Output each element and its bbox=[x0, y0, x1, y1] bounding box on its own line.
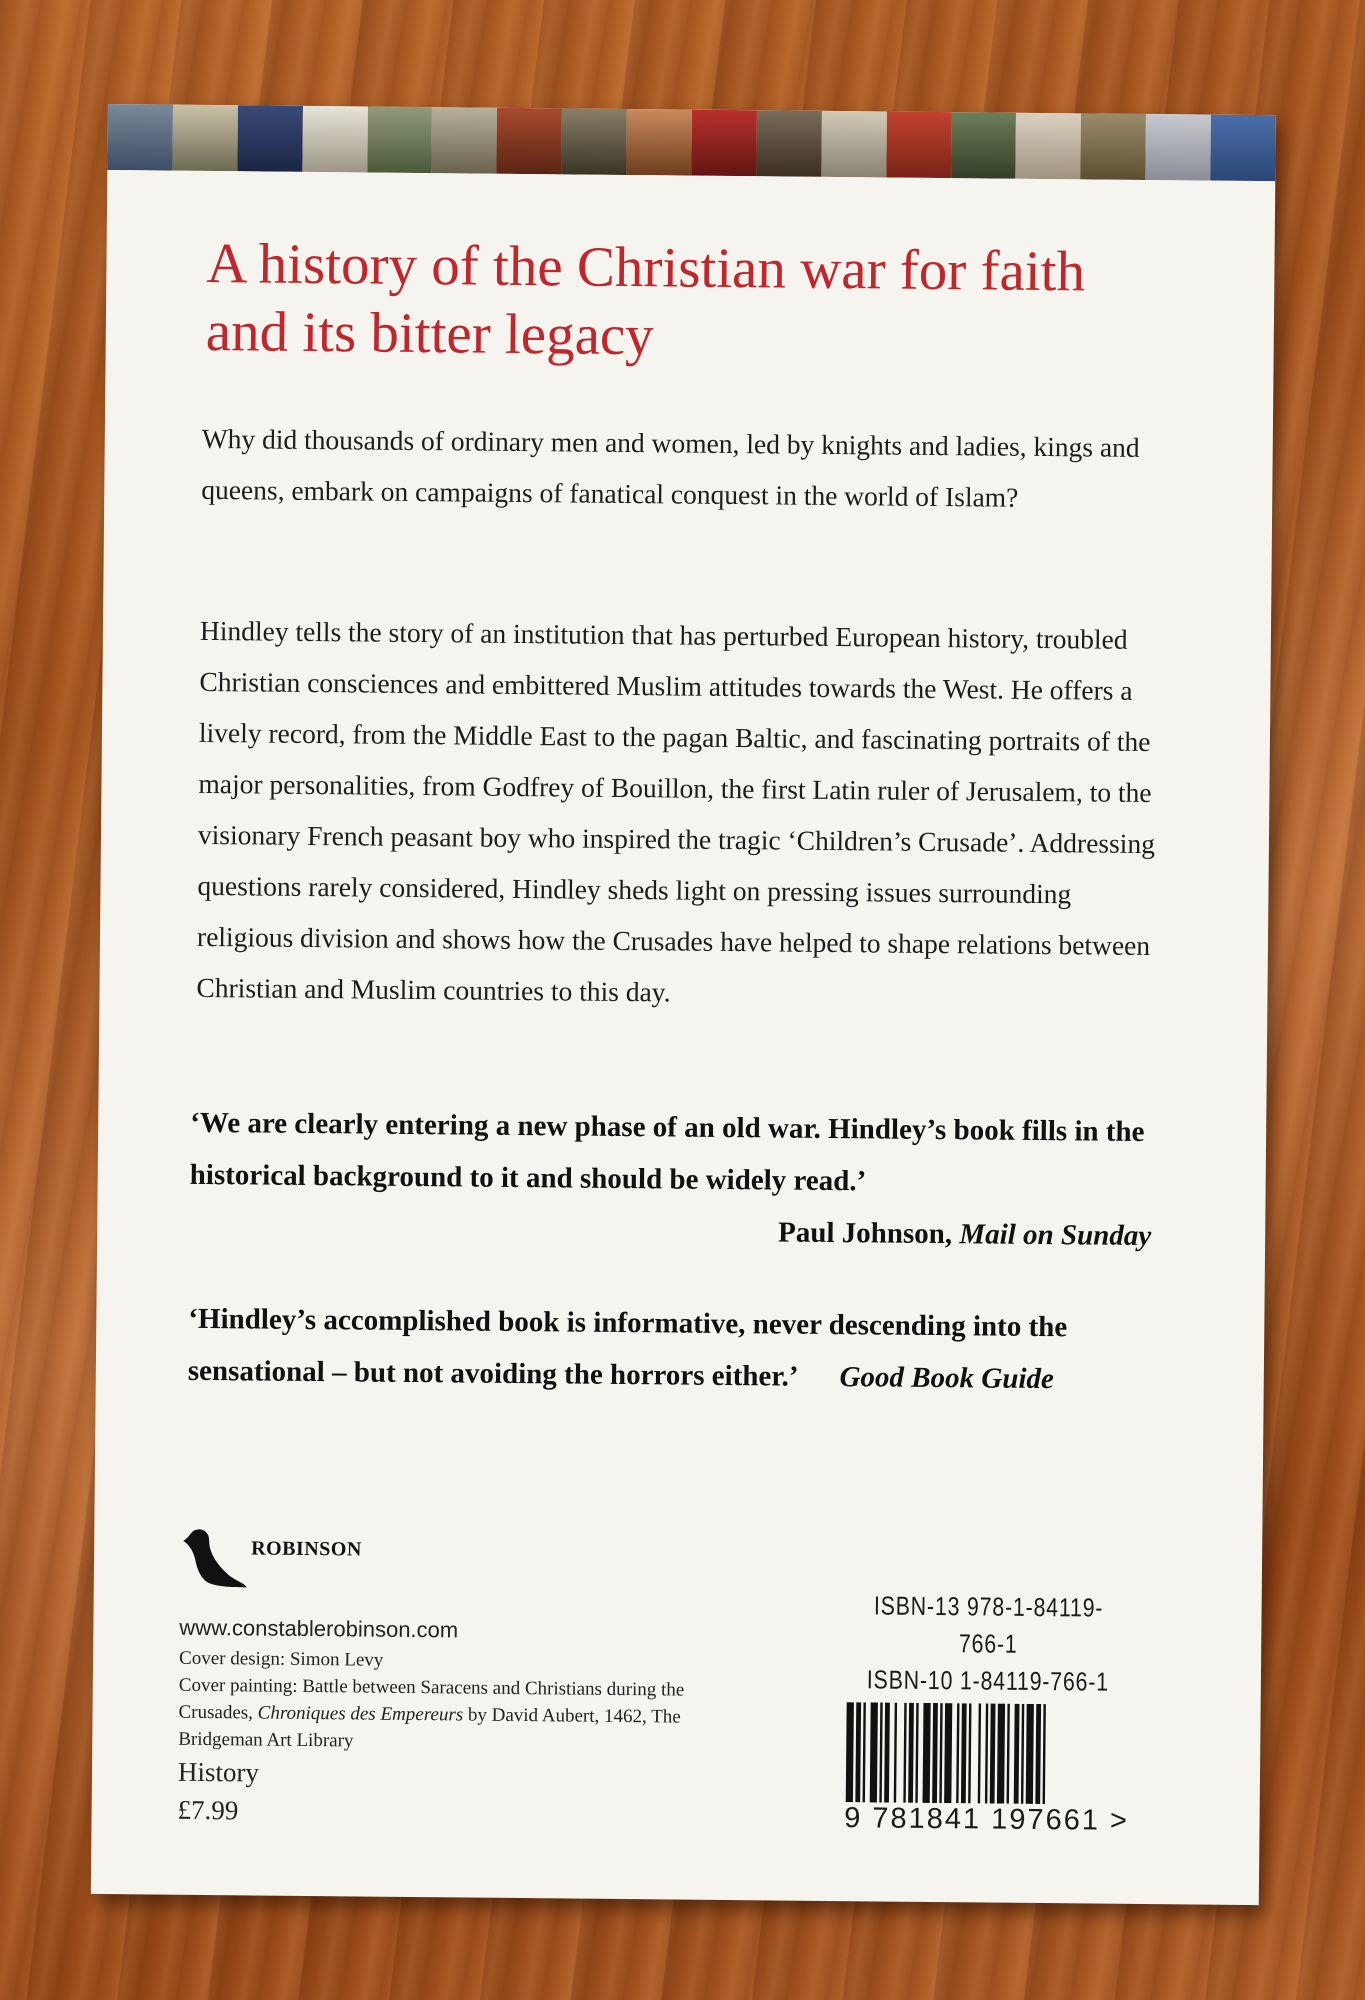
review-source: Good Book Guide bbox=[839, 1361, 1055, 1396]
price-label: £7.99 bbox=[177, 1794, 239, 1826]
isbn-block bbox=[826, 1587, 1148, 1838]
review-source: Mail on Sunday bbox=[959, 1218, 1152, 1253]
isbn10-label: ISBN-10 1-84119-766-1 bbox=[866, 1664, 1110, 1697]
bird-logo-icon bbox=[179, 1525, 250, 1601]
category-label: History bbox=[177, 1756, 260, 1788]
headline: A history of the Christian war for faith and its bitter legacy bbox=[205, 231, 1086, 368]
cover-design-credit: Cover design: Simon Levy bbox=[178, 1647, 384, 1671]
review-quote-text: ‘Hindley’s accomplished book is informative, never descending into the sensational – but not avoiding the horrors either.’ Good Book Guide bbox=[187, 1302, 1068, 1396]
painting-title: Chroniques des Empereurs bbox=[257, 1702, 464, 1726]
barcode-digits: 9 781841 197661 > bbox=[844, 1802, 1130, 1837]
description-paragraph: Hindley tells the story of an institution that has perturbed European history, troubled Christian consciences and embittered Muslim attitudes towards the West. He offers a lively record, from the Middle East to the pagan Baltic, and fascinating portraits of the major personalities, from Godfrey of Bouillon, the first Latin ruler of Jerusalem, to the visionary French peasant boy who inspired the tragic ‘Children’s Crusade’. Addressing questions rarely considered, Hindley sheds light on pressing issues surrounding religious division and shows how the Crusades have helped to shape relations between Christian and Muslim countries to this day. bbox=[196, 614, 1156, 1008]
publisher-name: ROBINSON bbox=[251, 1537, 362, 1561]
book-back-cover bbox=[91, 104, 1276, 1905]
cover-art-strip bbox=[107, 104, 1276, 181]
intro-paragraph: Why did thousands of ordinary men and women, led by knights and ladies, kings and queens, embark on campaigns of fanatical conquest in the world of Islam? bbox=[201, 422, 1140, 513]
review-quote-text: ‘We are clearly entering a new phase of an old war. Hindley’s book fills in the historical background to it and should be widely read.’ bbox=[189, 1106, 1145, 1198]
cover-painting-credit: Cover painting: Battle between Saracens and Christians during the Crusades, Chroniques des Empereurs by David Aubert, 1462, The Bridgeman Art Library bbox=[178, 1674, 685, 1752]
publisher-website: www.constablerobinson.com bbox=[179, 1614, 459, 1643]
review-attribution bbox=[189, 1201, 1151, 1262]
isbn13-label: ISBN-13 978-1-84119-766-1 bbox=[873, 1590, 1104, 1659]
review-author: Paul Johnson, bbox=[777, 1216, 953, 1251]
barcode-icon bbox=[842, 1702, 1133, 1805]
credits-block bbox=[177, 1615, 739, 1834]
